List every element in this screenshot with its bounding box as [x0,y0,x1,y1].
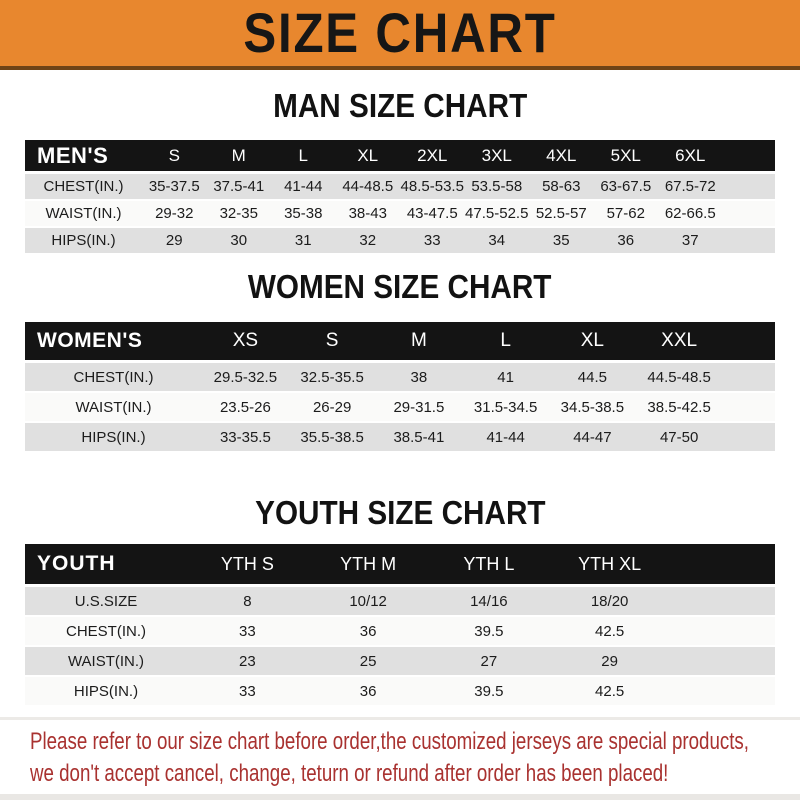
size-value-cell: 32 [336,227,401,254]
row-label: CHEST(IN.) [25,173,142,201]
size-value-cell: 39.5 [429,616,550,646]
measurement-row [25,227,775,254]
row-label: CHEST(IN.) [25,362,202,393]
size-value-cell: 29.5-32.5 [202,362,289,393]
table-header-row [25,544,775,586]
size-column-header: 4XL [529,140,594,173]
size-column-header: YTH XL [549,544,670,586]
size-value-cell: 57-62 [594,200,659,227]
measurement-row [25,646,775,676]
size-value-cell: 34 [465,227,530,254]
size-column-header: YTH M [308,544,429,586]
size-value-cell: 35 [529,227,594,254]
filler-cell [723,140,776,173]
size-value-cell: 36 [308,616,429,646]
table-corner-label: WOMEN'S [25,322,202,362]
size-value-cell: 14/16 [429,586,550,617]
measurement-row [25,676,775,706]
size-value-cell: 37 [658,227,723,254]
measurement-row [25,173,775,201]
size-chart-banner [0,0,800,70]
womens-size-table [25,322,775,453]
size-value-cell: 33 [187,676,308,706]
size-column-header: 3XL [465,140,530,173]
size-value-cell: 38-43 [336,200,401,227]
footer-line-1: Please refer to our size chart before order,the customized jerseys are special products, [30,728,750,755]
size-value-cell: 47-50 [636,422,723,452]
row-label: HIPS(IN.) [25,227,142,254]
measurement-row [25,616,775,646]
size-column-header: XL [336,140,401,173]
size-value-cell: 32.5-35.5 [289,362,376,393]
youth-section-heading [0,495,800,531]
filler-cell [670,544,775,586]
size-column-header: XL [549,322,636,362]
size-value-cell: 29 [549,646,670,676]
size-value-cell: 62-66.5 [658,200,723,227]
women-section-heading [0,269,800,305]
size-value-cell: 34.5-38.5 [549,392,636,422]
size-value-cell: 48.5-53.5 [400,173,465,201]
size-column-header: L [271,140,336,173]
size-value-cell: 39.5 [429,676,550,706]
size-value-cell: 41 [462,362,549,393]
size-column-header: 5XL [594,140,659,173]
measurement-row [25,362,775,393]
size-value-cell: 43-47.5 [400,200,465,227]
footer-disclaimer [30,726,800,790]
size-value-cell: 53.5-58 [465,173,530,201]
filler-cell [723,200,776,227]
size-value-cell: 38.5-42.5 [636,392,723,422]
youth-heading-text: YOUTH SIZE CHART [254,494,546,531]
size-value-cell: 58-63 [529,173,594,201]
size-value-cell: 41-44 [271,173,336,201]
filler-cell [670,676,775,706]
size-column-header: 2XL [400,140,465,173]
size-value-cell: 38.5-41 [376,422,463,452]
table-header-row [25,322,775,362]
filler-cell [723,422,776,452]
size-value-cell: 33 [400,227,465,254]
size-value-cell: 44-47 [549,422,636,452]
footer-line-2: we don't accept cancel, change, teturn or refund after order has been placed! [30,760,669,787]
filler-cell [670,646,775,676]
size-value-cell: 67.5-72 [658,173,723,201]
size-value-cell: 31 [271,227,336,254]
size-value-cell: 30 [207,227,272,254]
banner-title: SIZE CHART [243,1,557,64]
footer-line-2-wrap [30,758,800,790]
measurement-row [25,392,775,422]
row-label: WAIST(IN.) [25,392,202,422]
man-section-heading [0,88,800,124]
size-value-cell: 35-38 [271,200,336,227]
bottom-strip [0,794,800,800]
youth-size-table [25,544,775,707]
size-value-cell: 31.5-34.5 [462,392,549,422]
size-value-cell: 27 [429,646,550,676]
size-value-cell: 23.5-26 [202,392,289,422]
size-value-cell: 18/20 [549,586,670,617]
size-value-cell: 52.5-57 [529,200,594,227]
size-value-cell: 38 [376,362,463,393]
filler-cell [723,362,776,393]
size-value-cell: 32-35 [207,200,272,227]
filler-cell [723,173,776,201]
filler-cell [723,227,776,254]
filler-cell [723,322,776,362]
mens-size-table [25,140,775,255]
size-value-cell: 44.5-48.5 [636,362,723,393]
size-value-cell: 37.5-41 [207,173,272,201]
size-column-header: L [462,322,549,362]
size-value-cell: 63-67.5 [594,173,659,201]
row-label: WAIST(IN.) [25,646,187,676]
filler-cell [723,392,776,422]
size-column-header: M [376,322,463,362]
size-column-header: 6XL [658,140,723,173]
size-column-header: XXL [636,322,723,362]
size-value-cell: 44.5 [549,362,636,393]
size-value-cell: 29 [142,227,207,254]
row-label: CHEST(IN.) [25,616,187,646]
size-column-header: YTH S [187,544,308,586]
size-value-cell: 42.5 [549,676,670,706]
table-header-row [25,140,775,173]
footer-divider [0,717,800,720]
size-value-cell: 36 [594,227,659,254]
filler-cell [670,586,775,617]
size-value-cell: 47.5-52.5 [465,200,530,227]
size-value-cell: 33 [187,616,308,646]
measurement-row [25,422,775,452]
size-value-cell: 10/12 [308,586,429,617]
row-label: U.S.SIZE [25,586,187,617]
size-column-header: XS [202,322,289,362]
size-value-cell: 26-29 [289,392,376,422]
size-value-cell: 23 [187,646,308,676]
row-label: WAIST(IN.) [25,200,142,227]
filler-cell [670,616,775,646]
size-value-cell: 41-44 [462,422,549,452]
size-value-cell: 44-48.5 [336,173,401,201]
size-column-header: S [289,322,376,362]
size-value-cell: 35.5-38.5 [289,422,376,452]
size-value-cell: 29-32 [142,200,207,227]
man-heading-text: MAN SIZE CHART [272,87,528,124]
women-heading-text: WOMEN SIZE CHART [248,268,552,305]
size-value-cell: 29-31.5 [376,392,463,422]
table-corner-label: MEN'S [25,140,142,173]
size-value-cell: 8 [187,586,308,617]
size-column-header: S [142,140,207,173]
size-value-cell: 25 [308,646,429,676]
size-value-cell: 36 [308,676,429,706]
row-label: HIPS(IN.) [25,422,202,452]
measurement-row [25,200,775,227]
measurement-row [25,586,775,617]
size-value-cell: 33-35.5 [202,422,289,452]
size-value-cell: 42.5 [549,616,670,646]
footer-line-1-wrap [30,726,800,758]
row-label: HIPS(IN.) [25,676,187,706]
size-value-cell: 35-37.5 [142,173,207,201]
size-column-header: YTH L [429,544,550,586]
table-corner-label: YOUTH [25,544,187,586]
size-column-header: M [207,140,272,173]
